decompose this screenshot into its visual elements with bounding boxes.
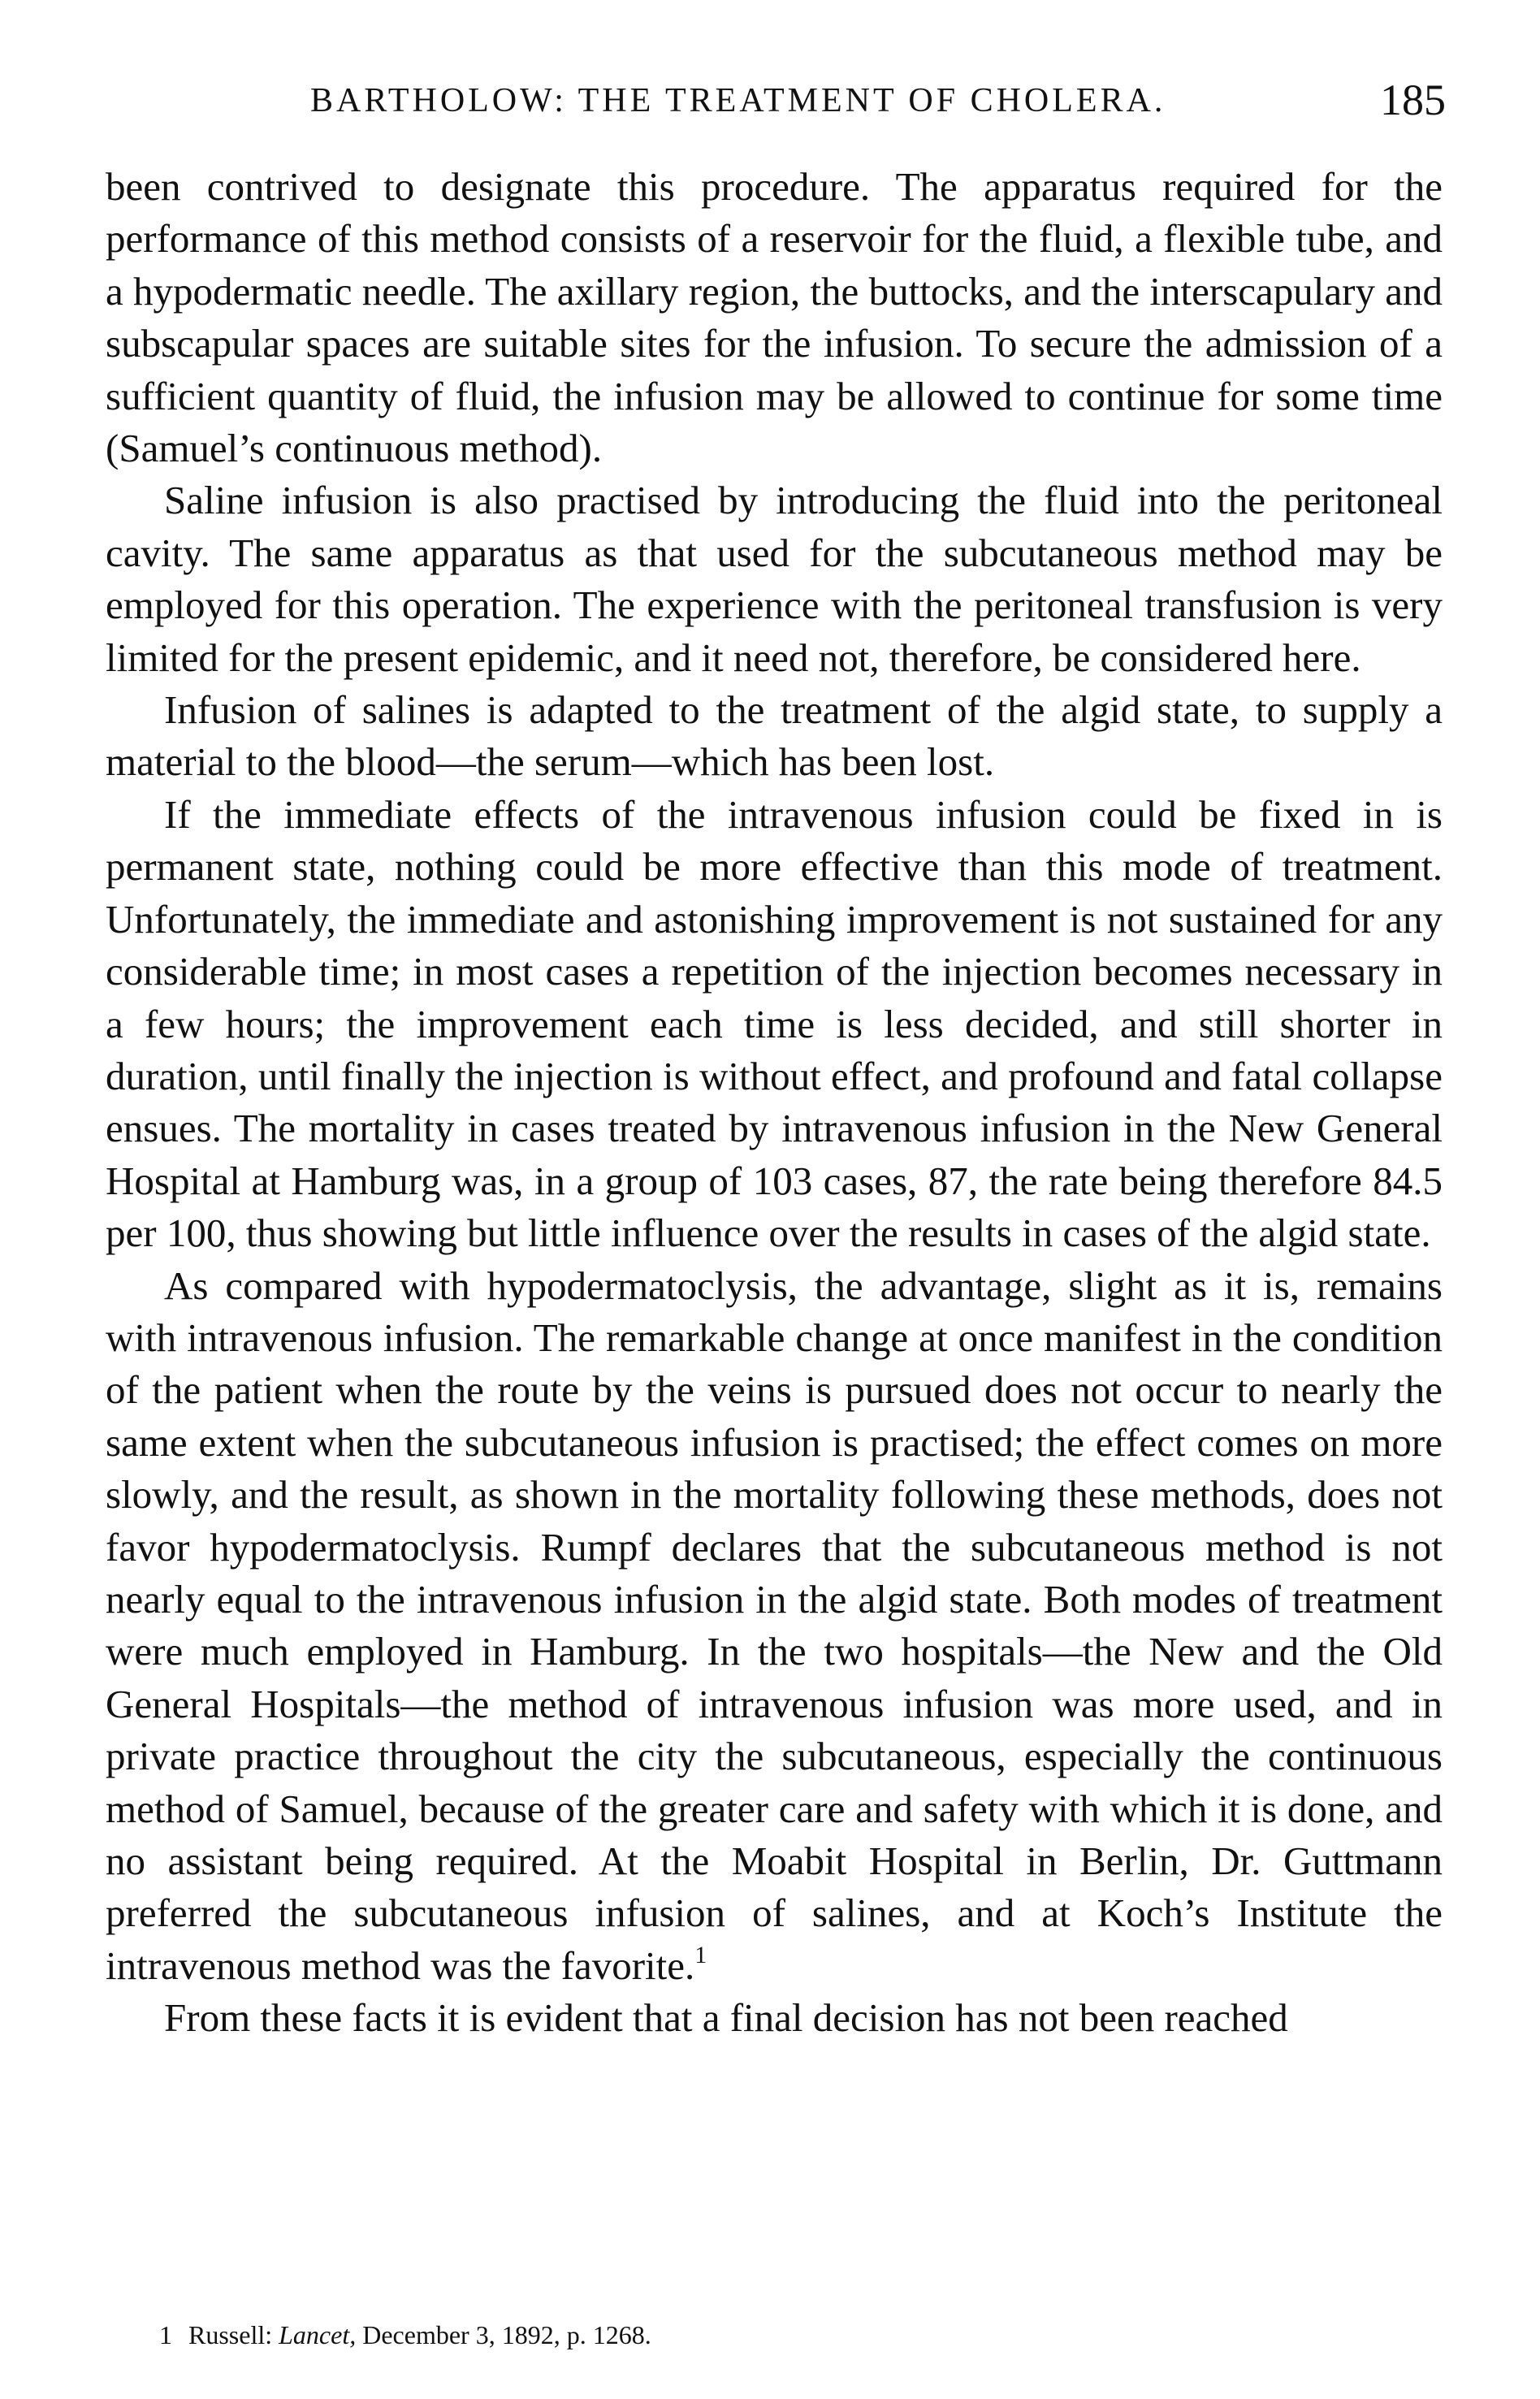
page-number: 185 [1380, 76, 1446, 124]
paragraph: From these facts it is evident that a final decision has not been reached [164, 1995, 1288, 2041]
paragraph-text: As compared with hypodermatoclysis, the advantage, slight as it is, remains with intravenous infusion. The remarkable change at once manifest in the condition of the patient when the route by the veins is pursued does not occur to nearly the same extent when the subcutaneous infusion is practised; the effect comes on more slowly, and the result, as shown in the mortality following these methods, does not favor hypodermatoclysis. Rumpf declares that the subcutaneous method is not nearly equal to the intravenous infusion in the algid state. Both modes of treatment were much employed in Hamburg. In the two hospitals—the New and the Old General Hospitals—the method of intravenous infusion was more used, and in private practice throughout the city the subcutaneous, especially the continuous method of Samuel, because of the greater care and safety with which it is done, and no assistant being required. At the Moabit Hospital in Berlin, Dr. Guttmann preferred the subcutaneous infusion of salines, and at Koch’s Institute the intravenous method was the favorite. [106, 1262, 1443, 1988]
paragraph: Infusion of salines is adapted to the treatment of the algid state, to supply a material to the blood—the serum—which has been lost. [106, 687, 1443, 785]
paragraph [106, 1260, 1443, 1993]
paragraph: been contrived to designate this procedure. The apparatus required for the performance of this method consists of a reservoir for the fluid, a flexible tube, and a hypodermatic needle. The axillary region, the buttocks, and the interscapulary and subscapular spaces are suitable sites for the infusion. To secure the admission of a sufficient quantity of fluid, the infusion may be allowed to continue for some time (Samuel’s continuous method). [106, 164, 1443, 471]
body-text [106, 161, 1443, 2045]
running-head: BARTHOLOW: THE TREATMENT OF CHOLERA. [310, 82, 1166, 119]
page-header [0, 75, 1540, 140]
paragraph: Saline infusion is also practised by introducing the fluid into the peritoneal cavity. The same apparatus as that used for the subcutaneous method may be employed for this operation. The experience with the peritoneal transfusion is very limited for the present epidemic, and it need not, therefore, be considered here. [106, 478, 1443, 680]
footnote-marker: 1 [159, 2320, 172, 2349]
footnote-reference: 1 [694, 1941, 707, 1968]
footnote-source: Lancet, [279, 2320, 357, 2349]
footnote-citation: December 3, 1892, p. 1268. [362, 2320, 651, 2349]
footnote [159, 2320, 651, 2350]
paragraph: If the immediate effects of the intravenous infusion could be fixed in is permanent state, nothing could be more effective than this mode of treatment. Unfortunately, the immediate and astonishing improvement is not sustained for any considerable time; in most cases a repetition of the injection becomes necessary in a few hours; the improvement each time is less decided, and still shorter in duration, until finally the injection is without effect, and profound and fatal collapse ensues. The mortality in cases treated by intravenous infusion in the New General Hospital at Hamburg was, in a group of 103 cases, 87, the rate being therefore 84.5 per 100, thus showing but little influence over the results in cases of the algid state. [106, 791, 1443, 1256]
footnote-author: Russell: [188, 2320, 273, 2349]
